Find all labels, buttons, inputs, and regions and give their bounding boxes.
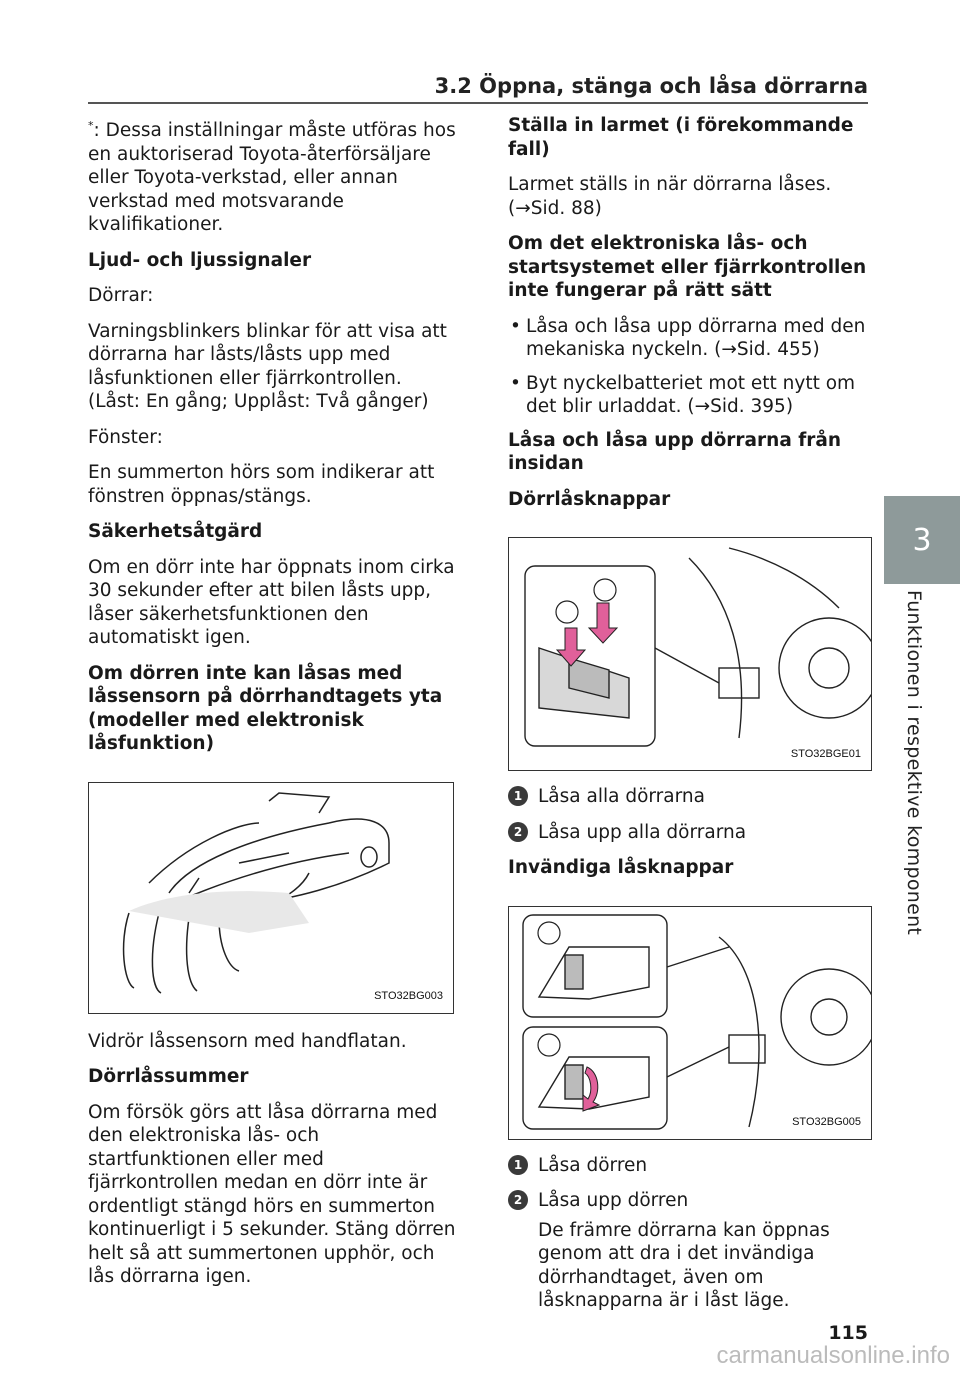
heading-malfunction: Om det elektroniska lås- och startsystemet eller fjärrkontrollen inte fungerar på rätt sätt <box>508 233 867 301</box>
number-badge: 1 <box>508 786 528 806</box>
figure-door-lock-switch <box>508 537 872 771</box>
page-number: 115 <box>828 1322 868 1344</box>
list-item: 2 Låsa upp dörren <box>508 1189 878 1213</box>
windows-label: Fönster: <box>88 426 163 448</box>
number-badge: 2 <box>508 822 528 842</box>
heading-lock-buttons: Dörrlåsknappar <box>508 488 671 510</box>
left-column <box>88 114 458 1301</box>
bullet-item: • Byt nyckelbatteriet mot ett nytt om det blir urladdat. (→Sid. 395) <box>508 372 878 419</box>
footnote: *: Dessa inställningar måste utföras hos en auktoriserad Toyota-återförsäljare eller Toyota-verkstad, eller annan verkstad med motsvarande kvalifikationer. <box>88 119 456 236</box>
figure-hand-sensor <box>88 782 454 1014</box>
right-column <box>508 114 878 1325</box>
list-item: 2 Låsa upp alla dörrarna <box>508 821 878 845</box>
list-item: 1 Låsa dörren <box>508 1154 878 1178</box>
footnote-mark: * <box>88 119 94 132</box>
windows-text: En summerton hörs som indikerar att fönstren öppnas/stängs. <box>88 462 435 507</box>
inner-lock-illustration <box>509 907 871 1139</box>
doors-label: Dörrar: <box>88 285 154 307</box>
heading-security: Säkerhetsåtgärd <box>88 521 263 543</box>
heading-signals: Ljud- och ljussignaler <box>88 249 312 271</box>
heading-inside: Låsa och låsa upp dörrarna från insidan <box>508 429 842 474</box>
bullet-item: • Låsa och låsa upp dörrarna med den mekaniska nyckeln. (→Sid. 455) <box>508 315 878 362</box>
figure-code: STO32BGE01 <box>790 747 861 760</box>
figure-code: STO32BG003 <box>374 990 443 1003</box>
chapter-tab: 3 <box>884 496 960 584</box>
header-rule <box>88 102 868 104</box>
section-title: 3.2 Öppna, stänga och låsa dörrarna <box>434 74 868 98</box>
figure-caption: Vidrör låssensorn med handflatan. <box>88 1030 407 1052</box>
heading-inner-lock: Invändiga låsknappar <box>508 857 734 878</box>
alarm-text: Larmet ställs in när dörrarna låses. (→Sid. 88) <box>508 174 832 219</box>
doors-text: Varningsblinkers blinkar för att visa att dörrarna har låsts/låsts upp med låsfunktionen eller fjärrkontrollen. (Låst: En gång; Upplåst: Två gånger) <box>88 320 447 413</box>
heading-buzzer: Dörrlåssummer <box>88 1066 249 1088</box>
heading-alarm: Ställa in larmet (i förekommande fall) <box>508 115 854 160</box>
number-badge: 1 <box>508 1155 528 1175</box>
inner-lock-note: De främre dörrarna kan öppnas genom att dra i det invändiga dörrhandtaget, även om låsknapparna är i låst läge. <box>538 1219 830 1311</box>
number-badge: 2 <box>508 1190 528 1210</box>
hand-illustration <box>89 783 453 1013</box>
chapter-title: Funktionen i respektive komponent <box>903 590 925 936</box>
figure-inner-lock-button <box>508 906 872 1140</box>
heading-sensor: Om dörren inte kan låsas med låssensorn på dörrhandtagets yta (modeller med elektronisk låsfunktion) <box>88 662 443 755</box>
figure-code: STO32BG005 <box>792 1116 861 1128</box>
watermark: carmanualsonline.info <box>716 1342 950 1369</box>
list-item: 1 Låsa alla dörrarna <box>508 785 878 809</box>
buzzer-text: Om försök görs att låsa dörrarna med den elektroniska lås- och startfunktionen eller med fjärrkontrollen medan en dörr inte är ordentligt stängd hörs en summerton kontinuerligt i 5 sekunder. Stäng dörren helt så att summertonen upphör, och lås dörrarna igen. <box>88 1101 456 1288</box>
door-lock-illustration <box>509 538 871 770</box>
security-text: Om en dörr inte har öppnats inom cirka 30 sekunder efter att bilen låsts upp, låser säkerhetsfunktionen den automatiskt igen. <box>88 556 455 649</box>
